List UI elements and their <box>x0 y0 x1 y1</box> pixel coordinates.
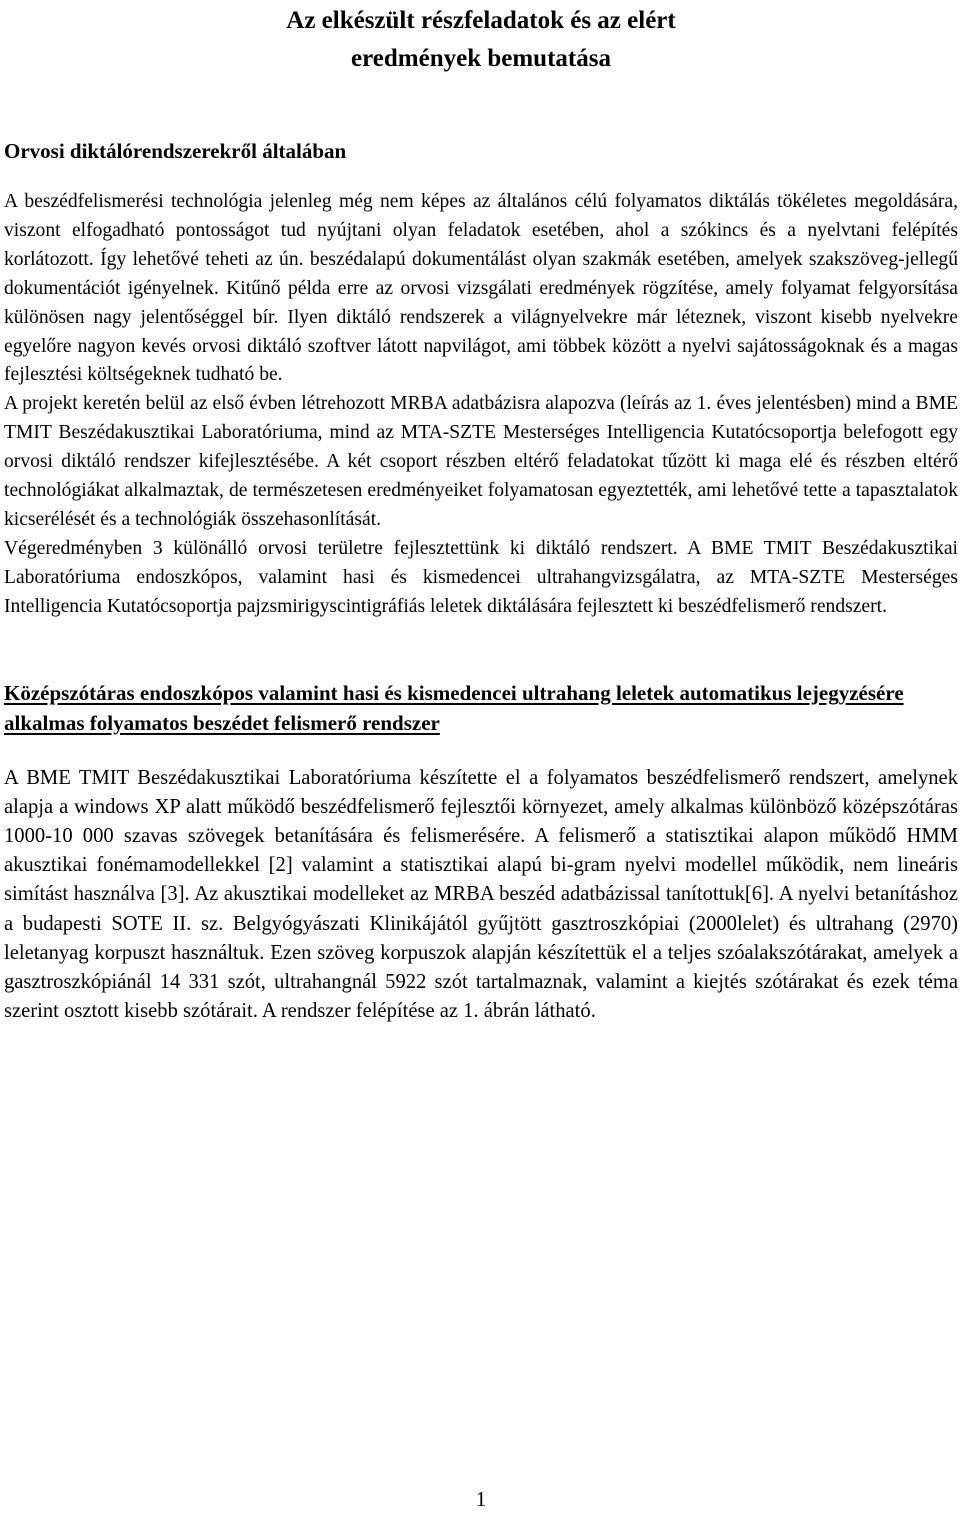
paragraph: Végeredményben 3 különálló orvosi területre fejlesztettünk ki diktáló rendszert. A BME TMIT Beszédakusztikai Laboratóriuma endoszkópos, valamint hasi és kismedencei ultrahangvizsgálatra, az MTA-SZTE Mesterséges Intelligencia Kutatócsoportja pajzsmirigyscintigráfiás leletek diktálására fejlesztett ki beszédfelismerő rendszert. <box>4 537 958 617</box>
document-title-line-1: Az elkészült részfeladatok és az elért <box>286 7 676 34</box>
document-title-line-2: eredmények bemutatása <box>351 45 611 72</box>
document-page <box>4 0 958 1519</box>
paragraph: A BME TMIT Beszédakusztikai Laboratóriuma készítette el a folyamatos beszédfelismerő rendszert, amelynek alapja a windows XP alatt működő beszédfelismerő fejlesztői környezet, amely alkalmas különböző középszótáras 1000-10 000 szavas szövegek betanítására és felismerésére. A felismerő a statisztikai alapon működő HMM akusztikai fonémamodellekkel [2] valamint a statisztikai alapú bi-gram nyelvi modellel működik, nem lineáris simítást használva [3]. Az akusztikai modelleket az MRBA beszéd adatbázissal tanítottuk[6]. A nyelvi betanításhoz a budapesti SOTE II. sz. Belgyógyászati Klinikájától gyűjtött gasztroszkópiai (2000lelet) és ultrahang (2970) leletanyag korpuszt használtuk. Ezen szöveg korpuszok alapján készítettük el a teljes szóalakszótárakat, amelyek a gasztroszkópiánál 14 331 szót, ultrahangnál 5922 szót tartalmaznak, valamint a kiejtés szótárakat és ezek téma szerint osztott kisebb szótárait. A rendszer felépítése az 1. ábrán látható. <box>4 766 958 1023</box>
paragraph: A projekt keretén belül az első évben létrehozott MRBA adatbázisra alapozva (leírás az 1. éves jelentésben) mind a BME TMIT Beszédakusztikai Laboratóriuma, mind az MTA-SZTE Mesterséges Intelligencia Kutatócsoportja belefogott egy orvosi diktáló rendszer kifejlesztésébe. A két csoport részben eltérő feladatokat tűzött ki maga elé és részben eltérő technológiákat alkalmaztak, de természetesen eredményeiket folyamatosan egyeztették, ami lehetővé tette a tapasztalatok kicserélését és a technológiák összehasonlítását. <box>4 393 958 530</box>
section-heading-endoscopy-ultrasound: Középszótáras endoszkópos valamint hasi és kismedencei ultrahang leletek automatikus lejegyzésére alkalmas folyamatos beszédet felismerő rendszer <box>4 680 904 735</box>
section-heading-dictation-systems: Orvosi diktálórendszerekről általában <box>4 139 347 163</box>
paragraph: A beszédfelismerési technológia jelenleg még nem képes az általános célú folyamatos diktálás tökéletes megoldására, viszont elfogadható pontosságot tud nyújtani olyan feladatok esetében, ahol a szókincs és a nyelvtani felépítés korlátozott. Így lehetővé teheti az ún. beszédalapú dokumentálást olyan szakmák esetében, amelyek szakszöveg-jellegű dokumentációt igényelnek. Kitűnő példa erre az orvosi vizsgálati eredmények rögzítése, amely folyamat felgyorsítása különösen nagy jelentőséggel bír. Ilyen diktáló rendszerek a világnyelvekre már léteznek, viszont kisebb nyelvekre egyelőre nagyon kevés orvosi diktáló szoftver látott napvilágot, ami többek között a nyelvi sajátosságoknak és a magas fejlesztési költségeknek tudható be. <box>4 191 958 386</box>
document-title <box>4 0 958 78</box>
page-number: 1 <box>475 1487 487 1511</box>
